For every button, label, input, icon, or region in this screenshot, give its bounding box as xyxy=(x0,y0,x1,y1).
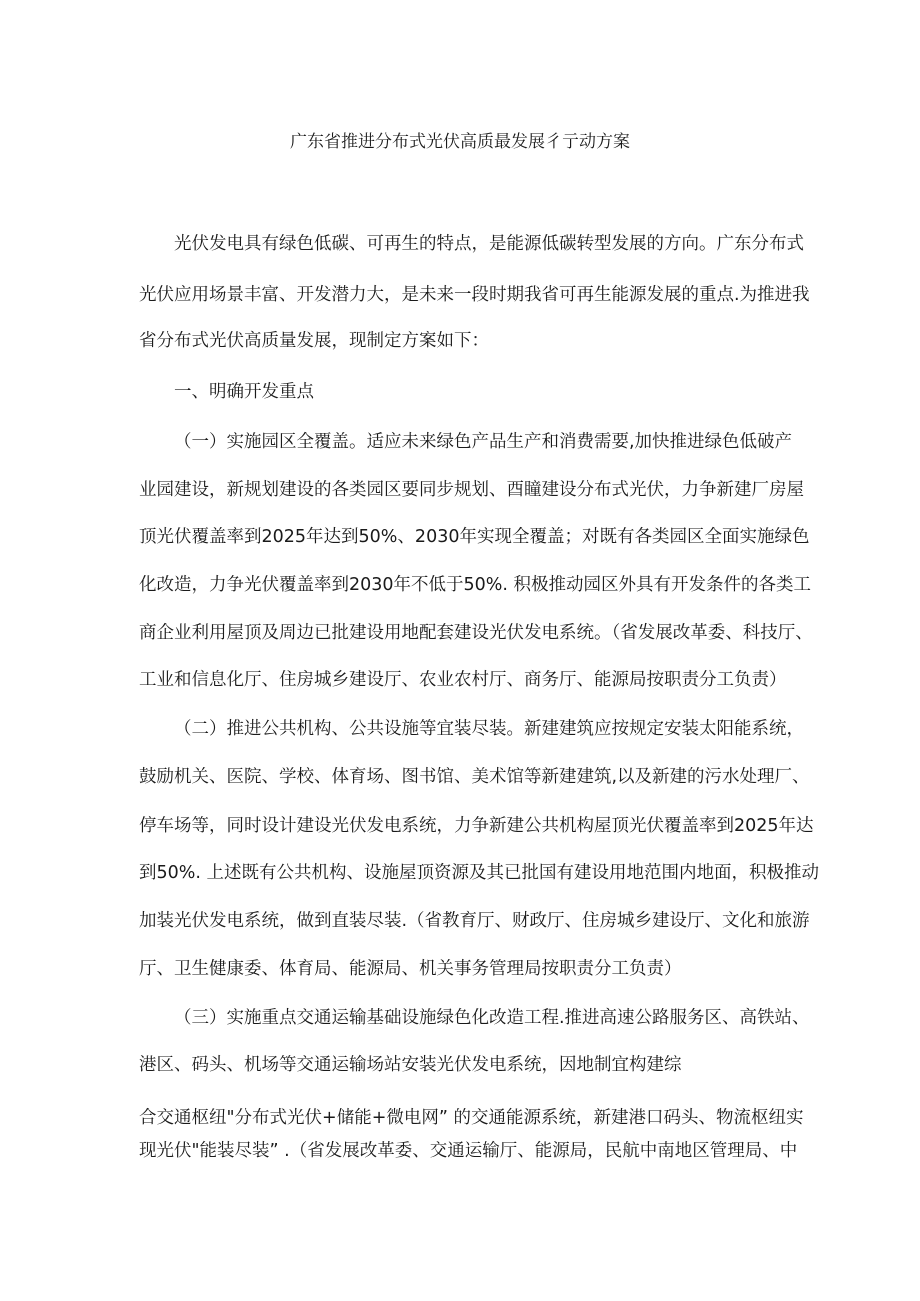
paragraph-line: 合交通枢纽"分布式光伏+储能+微电网” 的交通能源系统，新建港口码头、物流枢纽实 xyxy=(139,1108,804,1128)
paragraph-line: 厅、卫生健康委、体育局、能源局、机关事务管理局按职责分工负责） xyxy=(139,959,682,979)
paragraph-line: 顶光伏覆盖率到2025年达到50%、2030年实现全覆盖；对既有各类园区全面实施绿色 xyxy=(139,527,810,547)
paragraph-line: 省分布式光伏高质量发展，现制定方案如下： xyxy=(139,331,489,351)
paragraph-line: 加装光伏发电系统，做到直装尽装.（省教育厅、财政厅、住房城乡建设厅、文化和旅游 xyxy=(139,911,810,931)
paragraph-line: 现光伏"能装尽装” .（省发展改革委、交通运输厅、能源局，民航中南地区管理局、中 xyxy=(139,1141,798,1161)
paragraph-line: 鼓励机关、医院、学校、体育场、图书馆、美术馆等新建建筑,以及新建的污水处理厂、 xyxy=(139,767,810,787)
paragraph-line: （三）实施重点交通运输基础设施绿色化改造工程.推进高速公路服务区、高铁站、 xyxy=(174,1008,810,1028)
paragraph-line: 光伏应用场景丰富、开发潜力大，是未来一段时期我省可再生能源发展的重点.为推进我 xyxy=(139,285,810,305)
paragraph-line: 停车场等，同时设计建设光伏发电系统，力争新建公共机构屋顶光伏覆盖率到2025年达 xyxy=(139,816,814,836)
paragraph-line: 到50%. 上述既有公共机构、设施屋顶资源及其已批国有建设用地范围内地面，积极推动 xyxy=(139,863,820,883)
paragraph-line: 港区、码头、机场等交通运输场站安装光伏发电系统，因地制宜构建综 xyxy=(139,1055,682,1075)
document-title: 广东省推进分布式光伏高质最发展彳亍动方案 xyxy=(290,132,630,152)
paragraph-line: 业园建设，新规划建设的各类园区要同步规划、酉瞳建设分布式光伏，力争新建厂房屋 xyxy=(139,480,804,500)
paragraph-line: 工业和信息化厅、住房城乡建设厅、农业农村厅、商务厅、能源局按职责分工负责） xyxy=(139,670,787,690)
paragraph-line: （一）实施园区全覆盖。适应未来绿色产品生产和消费需要,加快推进绿色低破产 xyxy=(174,432,793,452)
section-heading: 一、明确开发重点 xyxy=(174,382,314,402)
paragraph-line: 化改造，力争光伏覆盖率到2030年不低于50%. 积极推动园区外具有开发条件的各类工 xyxy=(139,575,812,595)
paragraph-line: 商企业利用屋顶及周边已批建设用地配套建设光伏发电系统。（省发展改革委、科技厅、 xyxy=(139,623,813,643)
paragraph-line: 光伏发电具有绿色低碳、可再生的特点，是能源低碳转型发展的方向。广东分布式 xyxy=(174,234,804,254)
paragraph-line: （二）推进公共机构、公共设施等宜装尽装。新建建筑应按规定安装太阳能系统， xyxy=(174,719,804,739)
